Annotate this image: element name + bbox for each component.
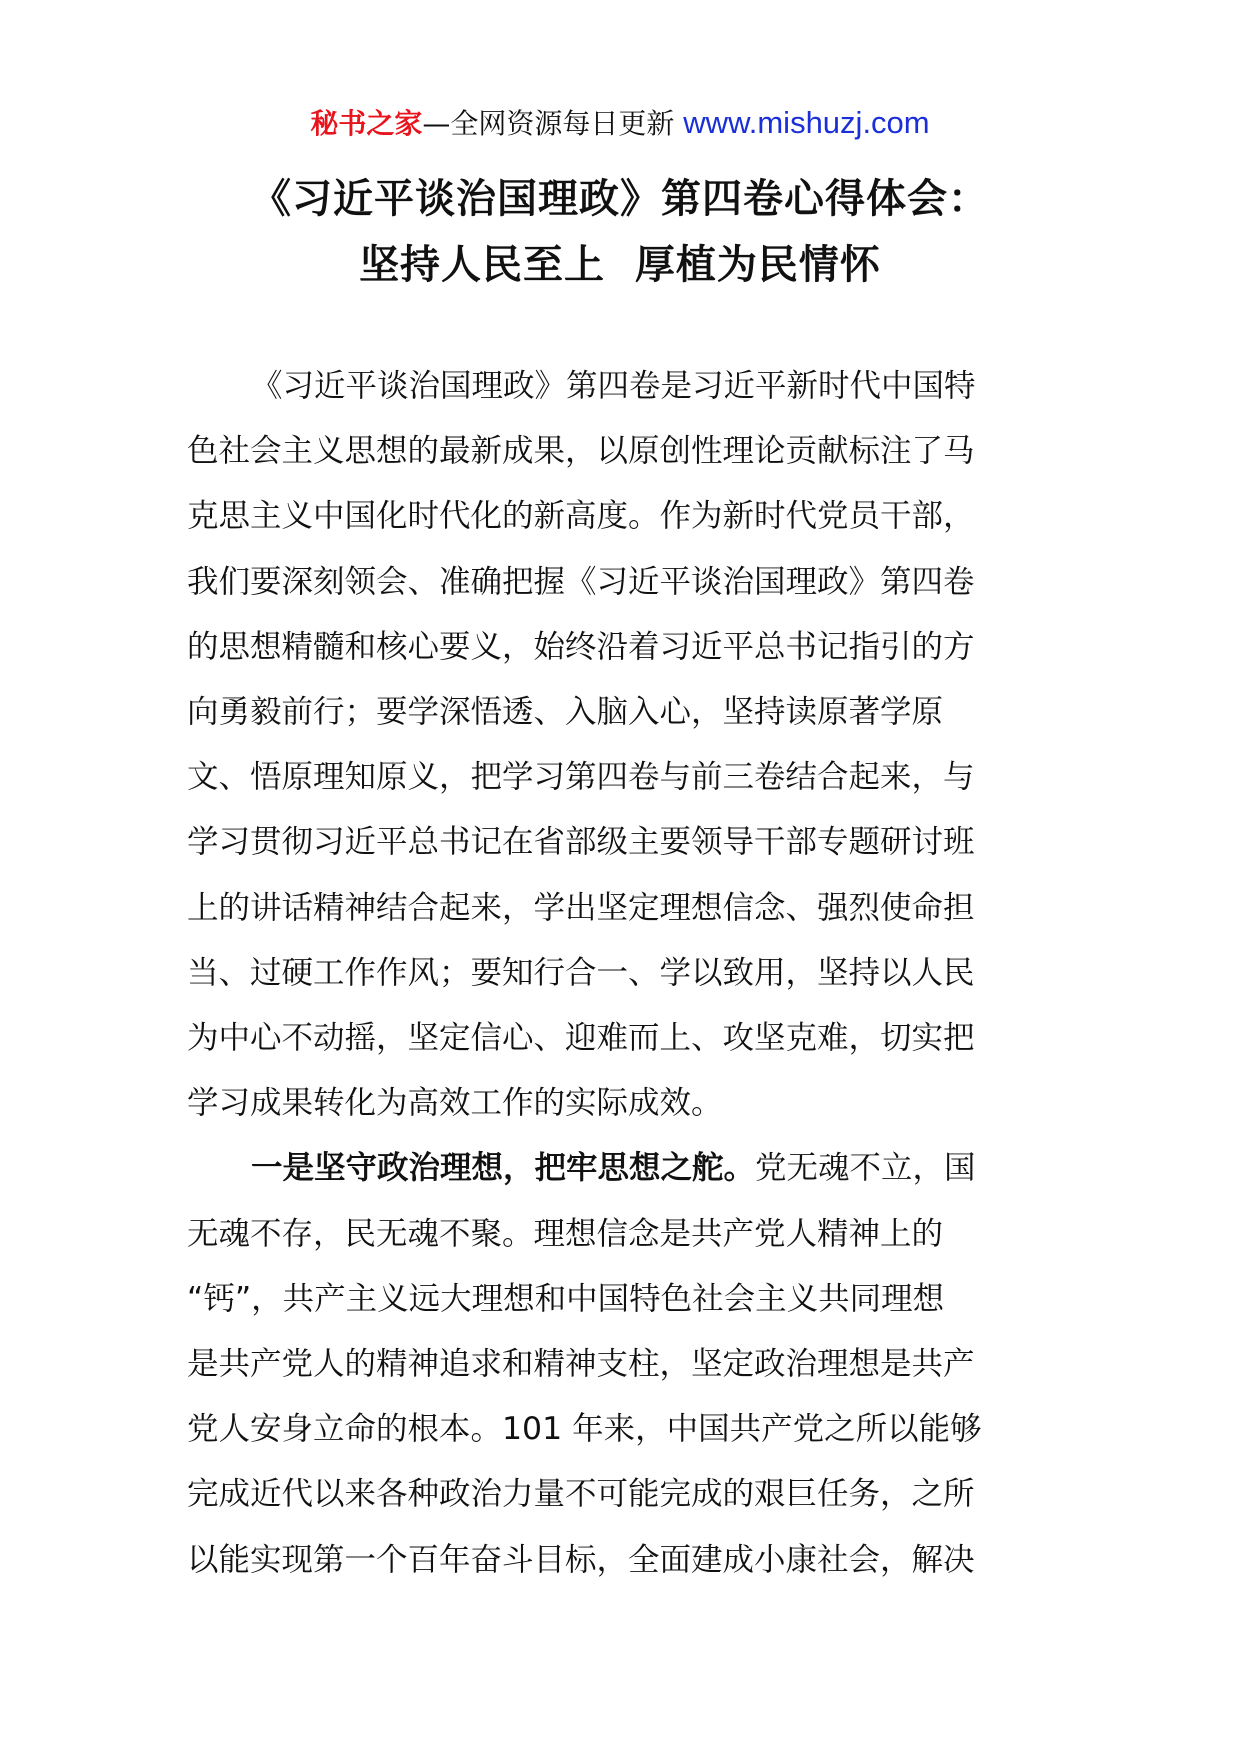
paragraph-line: 无魂不存，民无魂不聚。理想信念是共产党人精神上的 [187, 1215, 944, 1252]
paragraph-line: 向勇毅前行；要学深悟透、入脑入心，坚持读原著学原 [187, 694, 944, 731]
paragraph-line: 《习近平谈治国理政》第四卷是习近平新时代中国特 [251, 368, 976, 404]
title-line-1: 《习近平谈治国理政》第四卷心得体会： [251, 176, 989, 222]
document-title [0, 166, 1240, 298]
paragraph-line: 学习贯彻习近平总书记在省部级主要领导干部专题研讨班 [187, 824, 975, 861]
document-body [187, 354, 1055, 1593]
paragraph-line: 为中心不动摇，坚定信心、迎难而上、攻坚克难，切实把 [187, 1020, 975, 1057]
paragraph-line: 色社会主义思想的最新成果，以原创性理论贡献标注了马 [187, 433, 975, 470]
paragraph-line: 完成近代以来各种政治力量不可能完成的艰巨任务，之所 [187, 1476, 975, 1513]
paragraph-line: 是共产党人的精神追求和精神支柱，坚定政治理想是共产 [187, 1346, 975, 1383]
paragraph-line: “钙”，共产主义远大理想和中国特色社会主义共同理想 [187, 1280, 945, 1317]
site-url[interactable]: www.mishuzj.com [683, 105, 930, 140]
paragraph-line: 上的讲话精神结合起来，学出坚定理想信念、强烈使命担 [187, 889, 975, 926]
paragraph-line: 以能实现第一个百年奋斗目标，全面建成小康社会，解决 [187, 1541, 975, 1578]
paragraph-line: 学习成果转化为高效工作的实际成效。 [187, 1085, 723, 1122]
paragraph-line: 党人安身立命的根本。101 年来，中国共产党之所以能够 [187, 1411, 982, 1448]
paragraph-line: 当、过硬工作作风；要知行合一、学以致用，坚持以人民 [187, 954, 975, 991]
paragraph-1 [187, 354, 1055, 1136]
paragraph-line: 我们要深刻领会、准确把握《习近平谈治国理政》第四卷 [187, 563, 975, 600]
paragraph-lead: 一是坚守政治理想，把牢思想之舵。 [251, 1150, 756, 1187]
site-header [0, 103, 1240, 144]
paragraph-2 [187, 1136, 1055, 1592]
paragraph-first-line [187, 1136, 1055, 1201]
site-tagline: —全网资源每日更新 [422, 107, 684, 140]
site-brand: 秘书之家 [310, 107, 423, 140]
paragraph-line: 的思想精髓和核心要义，始终沿着习近平总书记指引的方 [187, 628, 975, 665]
title-line-2: 坚持人民至上 厚植为民情怀 [359, 242, 881, 288]
paragraph-line: 克思主义中国化时代化的新高度。作为新时代党员干部， [187, 498, 975, 535]
paragraph-line: 文、悟原理知原义，把学习第四卷与前三卷结合起来，与 [187, 759, 975, 796]
paragraph-first-rest: 党无魂不立，国 [755, 1150, 976, 1187]
